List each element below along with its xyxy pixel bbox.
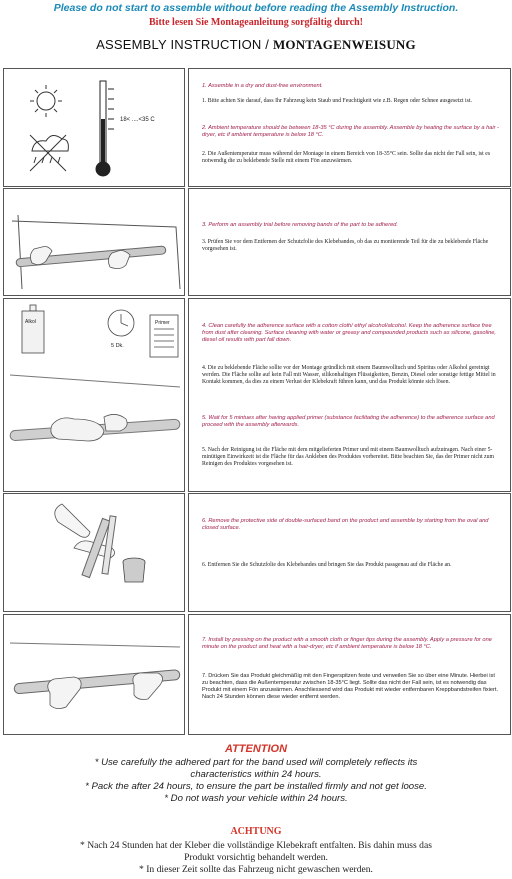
step-text-6 bbox=[188, 493, 511, 612]
alcohol-bottle-icon bbox=[22, 305, 44, 353]
warning-en: Please do not start to assemble without before reading the Assembly Instruction. bbox=[53, 2, 459, 14]
step-2-en: 2. Ambient temperature should be between 18-35 °C during the assembly. Assemble by heating the surface by a hair -dryer, etc if ambient temperature is below 18 °C. bbox=[202, 125, 500, 139]
wiping-hand-icon bbox=[51, 414, 127, 441]
step-1-de: 1. Bitte achten Sie darauf, dass Ihr Fahrzeug kein Staub und Feuchtigkeit wie z.B. Regen oder Schnee ausgesetzt ist. bbox=[202, 98, 472, 104]
step-1-en: 1. Assemble in a dry and dust-free environment. bbox=[202, 83, 323, 89]
achtung-line-2: Produkt vorsichtig behandelt werden. bbox=[184, 852, 328, 863]
title-de: MONTAGENWEISUNG bbox=[272, 37, 416, 52]
thermometer-range: 18< ....<35 C bbox=[120, 117, 155, 123]
attention-line-1: * Use carefully the adhered part for the band used will completely reflects its bbox=[94, 757, 418, 768]
achtung-line-1: * Nach 24 Stunden hat der Kleber die vollständige Klebekraft entfalten. Bis dahin muss das bbox=[80, 840, 432, 851]
step-text-4 bbox=[188, 298, 511, 492]
tape-removal-icon bbox=[4, 494, 184, 611]
car-door-trial-icon bbox=[4, 189, 184, 295]
step-4-en: 4. Clean carefully the adherence surface with a cotton cloth/ ethyl alcohol/alcohol. Keep the adherence surface free from dust after cleaning. Surface cleaning with water or greasy and compounded products such as silicone, gasoline, diesel oil results with part fall down. bbox=[202, 323, 497, 344]
step-2-de: 2. Die Außentemperatur muss während der Montage in einem Bereich von 18-35°C sein. Sollte das nicht der Fall sein, ist es notwendig die zu beklebende Stelle mit einem Fön anzuwärmen. bbox=[202, 151, 491, 165]
step-3-en: 3. Perform an assembly trial before removing bands of the part to be adhered. bbox=[202, 222, 399, 228]
step-row-1 bbox=[3, 68, 509, 185]
illustration-pressing bbox=[3, 614, 185, 735]
step-7-de: 7. Drücken Sie das Produkt gleichmäßig mit den Fingerspitzen feste und verweilen Sie so über eine Minute. Hierbei ist zu beachten, dass die Außentemperatur zwischen 18-35°C liegt. Sollte das nicht der Fall sein, ist es notwendig das Produkt mit einem Fön anzuwärmen. Anschliessend wird das Produkt mit wieder entfernbaren Kreppbandstreifen fixiert. Nach 24 Stunden können diese wieder entfernt werden. bbox=[202, 673, 498, 700]
no-rain-icon bbox=[30, 135, 68, 171]
achtung-title: ACHTUNG bbox=[230, 826, 282, 837]
warning-de: Bitte lesen Sie Montageanleitung sorgfältig durch! bbox=[149, 17, 363, 28]
illustration-cleaning bbox=[3, 298, 185, 492]
clock-icon bbox=[108, 310, 134, 336]
alcohol-label: Alkol bbox=[25, 319, 36, 325]
page-title bbox=[0, 37, 512, 53]
step-row-3 bbox=[3, 188, 509, 294]
step-5-en: 5. Wait for 5 mintues after having applied primer (substance facilitating the adherence) to the adherence surface and proceed with the assembly afterwards. bbox=[202, 415, 495, 429]
primer-label: Primer bbox=[155, 320, 170, 326]
attention-line-4: * Do not wash your vehicle within 24 hours. bbox=[164, 793, 348, 804]
step-4-de: 4. Die zu beklebende Fläche sollte vor der Montage gründlich mit einem Baumwolltuch und Spiritus oder Alkohol gereinigt werden. Die Fläche sollte auf kein Fall mit Wasser, silikonhaltigen Flüssigkeiten, Benzin, Diesel oder sonstige fettige Mittel in Kontakt kommen, da dies zu einem Verlust der Klebekraft führen kann, und das Produkt könnte sich lösen. bbox=[202, 365, 496, 386]
step-text-7 bbox=[188, 614, 511, 735]
sun-rain-thermometer-icon bbox=[4, 69, 184, 186]
step-6-de: 6. Entfernen Sie die Schutzfolie des Klebebandes und bringen Sie das Produkt passgenau auf die Fläche an. bbox=[202, 562, 452, 568]
step-row-4 bbox=[3, 298, 509, 490]
illustration-trial bbox=[3, 188, 185, 296]
title-en: ASSEMBLY INSTRUCTION / bbox=[96, 37, 273, 52]
step-3-de: 3. Prüfen Sie vor dem Entfernen der Schutzfolie des Klebebandes, ob das zu montierende Teil für die zu beklebende Fläche vorgesehen ist. bbox=[202, 239, 489, 253]
attention-line-3: * Pack the after 24 hours, to ensure the part be installed firmly and not get loose. bbox=[85, 781, 427, 792]
thermometer-icon bbox=[96, 81, 114, 176]
illustration-environment bbox=[3, 68, 185, 187]
illustration-tape-removal bbox=[3, 493, 185, 612]
primer-bottle-icon bbox=[123, 558, 145, 582]
step-5-de: 5. Nach der Reinigung ist die Fläche mit dem mitgelieferten Primer und mit einem Baumwolltuch aufzutragen. Nach einer 5-minütigen Einwirkzeit ist die Fläche für das Ankleben des Produktes vorbereitet. Bitte beachten Sie, das der Primer nicht zum Reinigen des Produktes vorgesehen ist. bbox=[202, 447, 495, 468]
step-text-1 bbox=[188, 68, 511, 187]
step-row-6 bbox=[3, 493, 509, 610]
pressing-icon bbox=[4, 615, 184, 734]
step-7-en: 7. Install by pressing on the product with a smooth cloth or finger tips during the assembly. Apply a pressure for one minute on the product and heat with a hair-dryer, etc if ambient temperature is below 18 °C. bbox=[202, 637, 492, 651]
step-6-en: 6. Remove the protective side of double-surfaced band on the product and assemble by starting from the oval and closed surface. bbox=[202, 518, 489, 532]
attention-line-2: characteristics within 24 hours. bbox=[190, 769, 322, 780]
achtung-line-3: * In dieser Zeit sollte das Fahrzeug nicht gewaschen werden. bbox=[139, 864, 373, 875]
cleaning-primer-icon bbox=[4, 299, 184, 491]
attention-title: ATTENTION bbox=[224, 743, 288, 755]
step-row-7 bbox=[3, 614, 509, 733]
step-text-3 bbox=[188, 188, 511, 296]
timer-label: 5 Dk. bbox=[111, 343, 124, 349]
sun-icon bbox=[30, 85, 62, 117]
